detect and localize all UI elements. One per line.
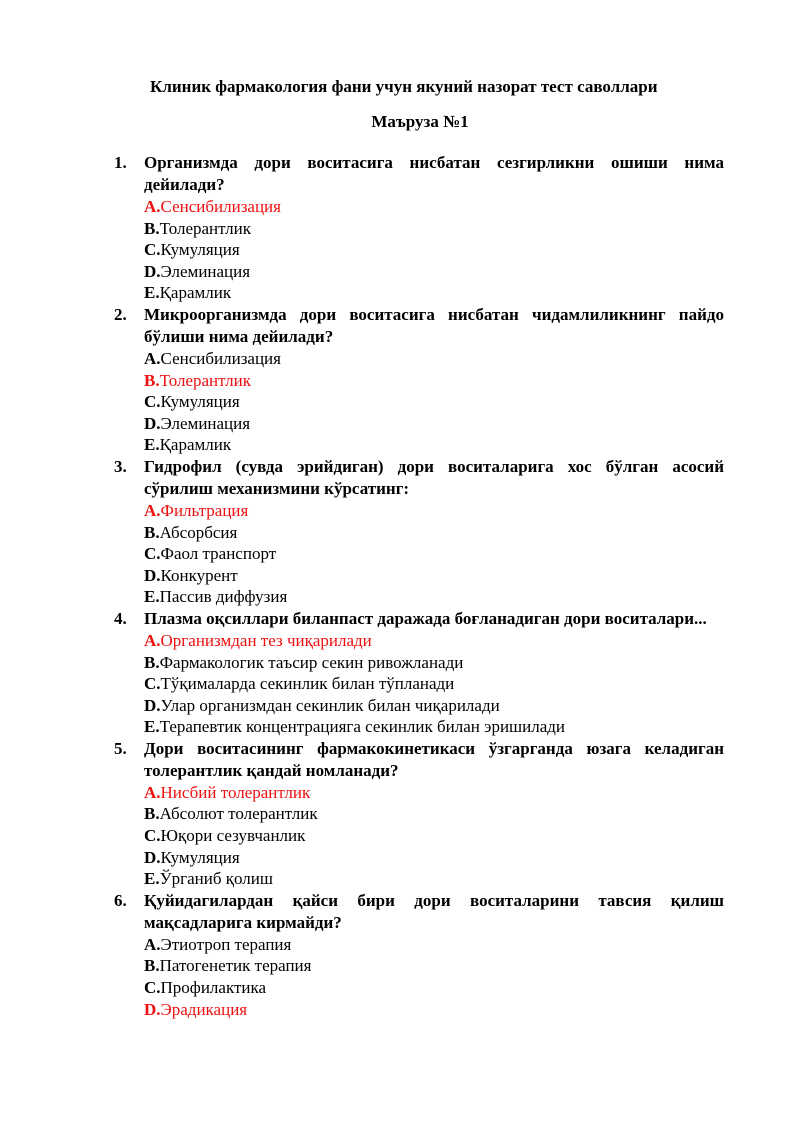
answer-option-correct xyxy=(144,500,724,522)
question-number: 4. xyxy=(114,608,127,628)
question-list xyxy=(114,152,724,1020)
option-letter: B. xyxy=(144,218,160,238)
answer-option xyxy=(144,522,724,544)
answer-option xyxy=(144,803,724,825)
option-letter: C. xyxy=(144,544,161,564)
answer-option xyxy=(144,977,724,999)
option-text: Организмдан тез чиқарилади xyxy=(160,630,372,650)
option-text: Конкурент xyxy=(160,565,238,585)
option-letter: C. xyxy=(144,978,161,998)
answer-option xyxy=(144,348,724,370)
option-letter: B. xyxy=(144,370,160,390)
question-number: 5. xyxy=(114,738,127,758)
option-letter: D. xyxy=(144,413,161,433)
option-text: Кумуляция xyxy=(160,392,240,412)
answer-option xyxy=(144,434,724,456)
option-letter: C. xyxy=(144,826,161,846)
option-text: Қарамлик xyxy=(159,283,232,303)
option-text: Этиотроп терапия xyxy=(160,934,292,954)
option-text: Кумуляция xyxy=(160,847,240,867)
option-text: Абсорбсия xyxy=(159,522,238,542)
option-letter: E. xyxy=(144,283,160,303)
option-text: Абсолют толерантлик xyxy=(159,804,318,824)
answer-option xyxy=(144,825,724,847)
answer-option xyxy=(144,239,724,261)
answer-option xyxy=(144,695,724,717)
lecture-subtitle: Маъруза №1 xyxy=(371,112,469,131)
answer-option xyxy=(144,261,724,283)
option-text: Фаол транспорт xyxy=(160,544,277,564)
document-title: Клиник фармакология фани учун якуний назорат тест саволлари xyxy=(150,77,658,96)
answer-option xyxy=(144,673,724,695)
option-letter: D. xyxy=(144,695,161,715)
option-text: Толерантлик xyxy=(159,218,251,238)
option-letter: A. xyxy=(144,500,161,520)
option-text: Улар организмдан секинлик билан чиқарилади xyxy=(160,695,500,715)
option-letter: B. xyxy=(144,522,160,542)
option-text: Фармакологик таъсир секин ривожланади xyxy=(159,652,464,672)
answer-option xyxy=(144,955,724,977)
answer-option xyxy=(144,847,724,869)
option-letter: C. xyxy=(144,240,161,260)
question-text: Плазма оқсиллари биланпаст даражада боғланадиган дори воситалари... xyxy=(144,608,707,628)
option-letter: B. xyxy=(144,956,160,976)
question-text: Микроорганизмда дори воситасига нисбатан чидамлиликнинг пайдо бўлиши нима дейилади? xyxy=(144,304,724,346)
option-text: Ўрганиб қолиш xyxy=(159,869,273,889)
option-letter: D. xyxy=(144,999,161,1019)
option-letter: A. xyxy=(144,630,161,650)
option-letter: A. xyxy=(144,197,161,216)
option-text: Фильтрация xyxy=(160,500,249,520)
option-text: Кумуляция xyxy=(160,240,240,260)
option-letter: C. xyxy=(144,392,161,412)
option-letter: C. xyxy=(144,674,161,694)
option-letter: E. xyxy=(144,869,160,889)
option-letter: D. xyxy=(144,261,161,281)
question-item xyxy=(114,152,724,304)
answer-option xyxy=(144,565,724,587)
answer-option xyxy=(144,391,724,413)
option-text: Қарамлик xyxy=(159,435,232,455)
option-letter: E. xyxy=(144,587,160,607)
answer-option xyxy=(144,586,724,608)
option-letter: E. xyxy=(144,717,160,737)
answer-option-correct xyxy=(144,370,724,392)
option-text: Профилактика xyxy=(160,978,267,998)
answer-option-correct xyxy=(144,196,724,218)
option-text: Элеминация xyxy=(160,413,251,433)
option-letter: B. xyxy=(144,804,160,824)
option-text: Элеминация xyxy=(160,261,251,281)
question-number: 1. xyxy=(114,153,127,172)
answer-option xyxy=(144,868,724,890)
answer-option-correct xyxy=(144,999,724,1021)
option-text: Нисбий толерантлик xyxy=(160,782,311,802)
answer-option-correct xyxy=(144,782,724,804)
option-text: Толерантлик xyxy=(159,370,251,390)
option-text: Патогенетик терапия xyxy=(159,956,312,976)
option-letter: D. xyxy=(144,847,161,867)
question-number: 6. xyxy=(114,890,127,910)
option-text: Эрадикация xyxy=(160,999,248,1019)
question-item xyxy=(114,608,724,738)
question-text: Гидрофил (сувда эрийдиган) дори воситаларига хос бўлган асосий сўрилиш механизмини кўрсатинг: xyxy=(144,456,724,498)
answer-option xyxy=(144,543,724,565)
option-text: Сенсибилизация xyxy=(160,348,281,368)
option-letter: A. xyxy=(144,934,161,954)
question-item xyxy=(114,456,724,608)
question-text: Организмда дори воситасига нисбатан сезгирликни ошиши нима дейилади? xyxy=(144,153,724,194)
question-item xyxy=(114,890,724,1020)
option-letter: B. xyxy=(144,652,160,672)
answer-option xyxy=(144,218,724,240)
option-letter: D. xyxy=(144,565,161,585)
question-text: Дори воситасининг фармакокинетикаси ўзгарганда юзага келадиган толерантлик қандай номланади? xyxy=(144,738,724,780)
answer-option xyxy=(144,934,724,956)
question-text: Қуйидагилардан қайси бири дори воситаларини тавсия қилиш мақсадларига кирмайди? xyxy=(144,890,724,932)
option-letter: A. xyxy=(144,348,161,368)
answer-option xyxy=(144,282,724,304)
option-letter: A. xyxy=(144,782,161,802)
option-text: Сенсибилизация xyxy=(160,197,281,216)
option-text: Тўқималарда секинлик билан тўпланади xyxy=(160,674,455,694)
question-number: 2. xyxy=(114,304,127,324)
option-text: Пассив диффузия xyxy=(159,587,288,607)
option-text: Терапевтик концентрацияга секинлик билан эришилади xyxy=(159,717,566,737)
question-number: 3. xyxy=(114,456,127,476)
option-letter: E. xyxy=(144,435,160,455)
option-text: Юқори сезувчанлик xyxy=(160,826,306,846)
answer-option-correct xyxy=(144,630,724,652)
question-item xyxy=(114,304,724,456)
answer-option xyxy=(144,413,724,435)
question-item xyxy=(114,738,724,890)
answer-option xyxy=(144,716,724,738)
answer-option xyxy=(144,652,724,674)
